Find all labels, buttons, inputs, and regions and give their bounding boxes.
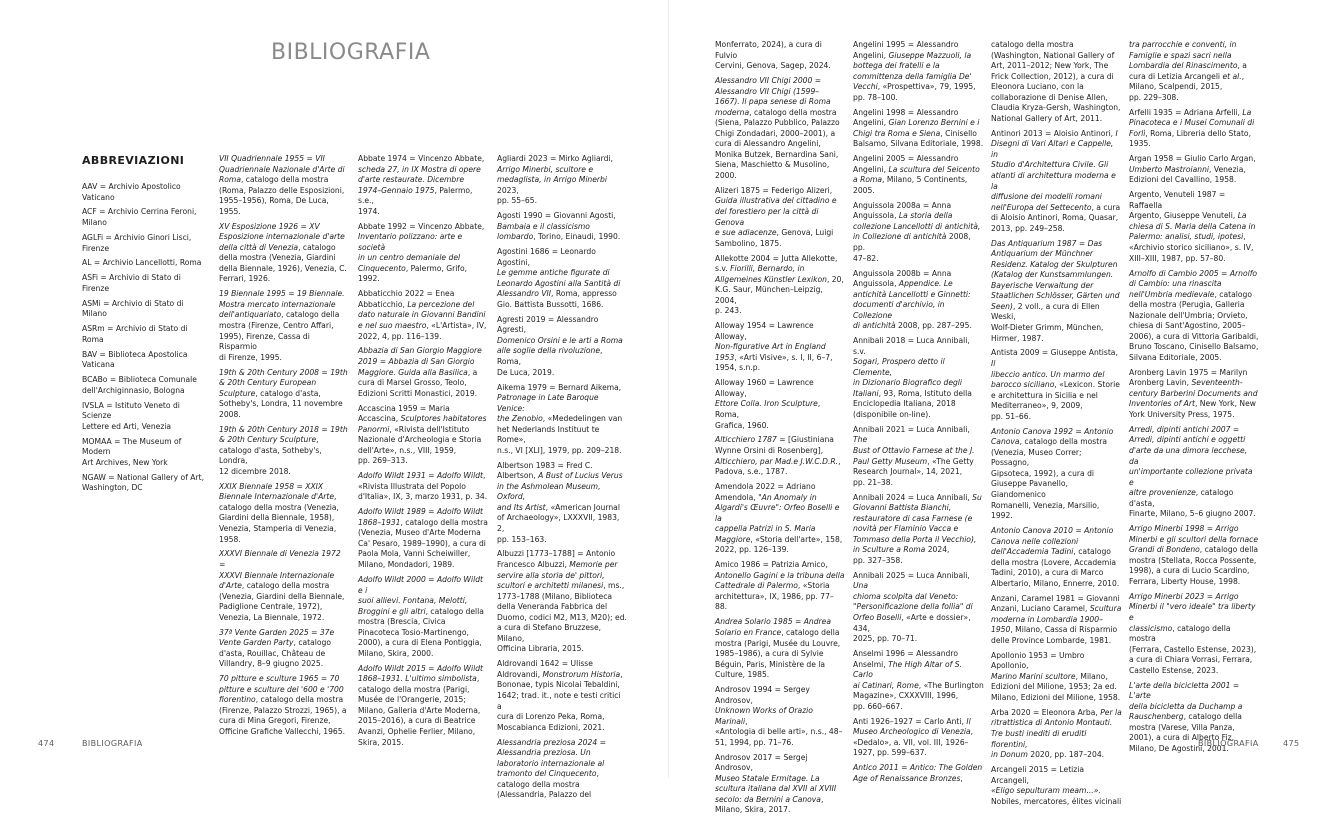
bibliography-entry <box>1129 425 1259 520</box>
bibliography-entry <box>991 348 1122 422</box>
entry-text: Nobiles, mercatores, élites vicinali <box>991 796 1122 806</box>
entry-text: Argento, Venuteli 1987 = Raffaella Argento, Giuseppe Venuteli, <box>1129 190 1236 221</box>
entry-text: , <box>960 773 963 783</box>
bibliography-entry <box>497 315 627 378</box>
bibliography-entry <box>991 239 1122 344</box>
entry-title-italic: Antonio Canova 2010 = Antonio Canova nelle collezioni dell'Accademia Tadini <box>991 526 1114 557</box>
bibliography-entry <box>991 594 1122 647</box>
entry-text: , Palermo, s.e., 1974. <box>358 185 473 216</box>
bibliography-entry <box>1129 154 1259 186</box>
entry-title-italic: Arnolfo di Cambio 2005 = Arnolfo di Cambio: una rinascita nell'Umbria medievale <box>1129 268 1258 299</box>
entry-title-italic: Abbazia di San Giorgio Maggiore 2019 = Abbazia di San Giorgio Maggiore. Guida alla Basilica <box>358 346 482 377</box>
entry-title-italic: Umberto Mastroianni <box>1129 164 1210 174</box>
bibliography-entry <box>853 108 984 150</box>
entry-title-italic: XXIX Biennale 1958 = XXIX Biennale Internazionale d'Arte <box>219 481 335 502</box>
bibliography-entry <box>219 289 349 363</box>
entry-text: Accascina 1959 = Maria Accascina, <box>358 403 450 424</box>
entry-title-italic: Non-figurative Art in England 1953 <box>715 342 826 362</box>
entry-text: , Milano, Edizioni del Milione, 1953; 2a ed. Milano, Edizioni del Milione, 1958. <box>991 671 1121 702</box>
entry-text: Monferrato, 2024), a cura di Fulvio Cervini, Genova, Sagep, 2024. <box>715 40 831 71</box>
entry-text: Alizeri 1875 = Federigo Alizeri, <box>715 185 833 195</box>
abbreviation-item: ASFi = Archivio di Stato di Firenze <box>82 273 181 293</box>
entry-text: 2023, pp. 55–65. <box>497 185 538 206</box>
entry-text: , 93, Roma, Istituto della Enciclopedia Italiana, 2018 (disponibile on-line). <box>853 388 972 419</box>
entry-text: 2008, pp. 287–295. <box>895 321 972 331</box>
entry-title-italic: Su Giovanni Battista Bianchi, restauratore di casa Farnese (e novità per Flaminio Vacca e Tommaso della Porta il Vecchio), in Sculture a Roma <box>853 492 982 555</box>
entry-text: , «The Getty Research Journal», 14, 2021, pp. 21–38. <box>853 456 974 487</box>
entry-text: Agostini 1686 = Leonardo Agostini, <box>497 247 596 267</box>
bibliography-entry <box>991 765 1122 807</box>
entry-text: , catalogo d'asta, Sotheby's, Londra, 11 novembre 2008. <box>219 388 343 419</box>
entry-text: Aronberg Lavin 1975 = Marilyn Aronberg Lavin, <box>1129 367 1248 388</box>
bibliography-entry <box>715 40 845 72</box>
bibliography-entry <box>1129 368 1259 421</box>
entry-title-italic: Ettore Colla. Iron Sculpture <box>715 399 818 409</box>
entry-title-italic: Guida illustrativa del cittadino e del forestiero per la città di Genova e sue adiacenze <box>715 196 837 238</box>
entry-text: , New York, New York University Press, 1975. <box>1129 399 1256 419</box>
abbreviation-item: AAV = Archivio Apostolico Vaticano <box>82 182 181 202</box>
entry-text: Allekotte 2004 = Jutta Allekotte, s.v. <box>715 253 838 274</box>
entry-text: , catalogo della mostra (Varese, Villa Panza, 2001), a cura di Alberto Fiz, Milano, De Agostini, 2001. <box>1129 712 1242 753</box>
entry-title-italic: Arrigo Minerbi 2023 = Arrigo Minerbi il "vero ideale" tra liberty e classicismo <box>1129 591 1256 633</box>
entry-text: Arcangeli 2015 = Letizia Arcangeli, <box>991 765 1085 785</box>
entry-text: , catalogo della mostra (Alessandria, Palazzo del <box>497 769 599 800</box>
entry-text: , catalogo della mostra (Lovere, Accademia Tadini, 2010), a cura di Marco Albertario, Milano, Ennerre, 2010. <box>991 547 1120 588</box>
entry-title-italic: Bambaia e il classicismo lombardo <box>497 221 590 242</box>
entry-text: , Torino, Einaudi, 1990. <box>533 232 621 242</box>
entry-title-italic: Alessandro VII Chigi 2000 = Alessandro VII Chigi (1599– 1667). Il papa senese di Roma moderna <box>715 76 831 117</box>
abbreviation-item: ASMi = Archivio di Stato di Milano <box>82 298 184 319</box>
bibliography-entry <box>715 435 845 477</box>
bibliography-entry <box>219 482 349 545</box>
entry-text: Anzani, Caramel 1981 = Giovanni Anzani, Luciano Caramel, <box>991 593 1120 614</box>
entry-text: , ms., 1773–1788 (Milano, Biblioteca della Veneranda Fabbrica del Duomo, codici M2, M13, M20); ed. a cura di Stefano Bruzzese, Milano, Officina Libraria, 2015. <box>497 581 627 654</box>
bibliography-entry <box>991 129 1122 234</box>
entry-text: , Palermo, Grifo, 1992. <box>358 263 468 284</box>
abbreviation-item: MOMAA = The Museum of Modern Art Archives, New York <box>82 436 182 467</box>
bibliography-column-6 <box>991 40 1122 806</box>
entry-text: Anguissola 2008b = Anna Anguissola, <box>853 268 952 289</box>
entry-text: Angelini 2005 = Alessandro Angelini, <box>853 154 959 174</box>
entry-text: Anselmi 1996 = Alessandro Anselmi, <box>853 649 958 669</box>
bibliography-entry <box>991 651 1122 704</box>
entry-title-italic: Das Antiquarium 1987 = Das Antiquarium der Münchner Residenz. Katalog der Skulpturen (Katalog der Kunstsammlungen. Bayerische Verwaltung der Staatlichen Schlösser, Gärten und Seen) <box>991 238 1120 311</box>
entry-title-italic: 19th & 20th Century 2008 = 19th & 20th Century European Sculpture <box>219 367 348 398</box>
entry-title-italic: La chiesa di S. Maria della Catena in Palermo: analisi, studi, ipotesi <box>1129 211 1256 242</box>
entry-text: , «Arti Visive», s. I, II, 6–7, 1954, s.n.p. <box>715 352 833 373</box>
entry-title-italic: A Bust of Lucius Verus in the Ashmolean Museum, Oxford, and Its Artist <box>497 471 623 512</box>
entry-text: Agresti 2019 = Alessandro Agresti, <box>497 314 599 335</box>
entry-text: Anguissola 2008a = Anna Anguissola, <box>853 200 952 221</box>
entry-text: Angelini 1995 = Alessandro Angelini, <box>853 40 959 60</box>
bibliography-entry <box>219 628 349 670</box>
bibliography-entry <box>715 378 845 431</box>
entry-title-italic: Marino Marini scultore <box>991 671 1076 681</box>
entry-title-italic: Sculptores habitatores Panormi <box>358 414 487 434</box>
entry-text: , catalogo della mostra (Venezia, Museo d'Arte Moderna Ca' Pesaro, 1989–1990), a cura di Paola Mola, Vanni Scheiwiller, Milano, Mondadori, 1989. <box>358 517 488 570</box>
entry-text: = [Giustiniana Wynne Orsini di Rosenberg], <box>715 435 834 456</box>
entry-title-italic: La Pinacoteca e i Musei Comunali di Forlì <box>1129 107 1255 138</box>
bibliography-entry <box>358 664 489 748</box>
bibliography-entry <box>991 40 1122 124</box>
entry-text: , catalogo della mostra (Roma, Palazzo delle Esposizioni, 1955–1956), Roma, De Luca, 1955. <box>219 175 345 216</box>
entry-text: , catalogo della mostra (Perugia, Galleria Nazionale dell'Umbria; Orvieto, chiesa di Sant'Agostino, 2005– 2006), a cura di Vittoria Garibaldi, Bruno Toscano, Cinisello Balsamo, Silvana Editoriale, 2005. <box>1129 289 1259 362</box>
entry-text: , Milano, 5 Continents, 2005. <box>853 175 968 195</box>
entry-title-italic: XV Esposizione 1926 = XV Esposizione internazionale d'arte della città di Venezia <box>219 221 345 252</box>
bibliography-column-2 <box>358 154 489 747</box>
entry-text: 2008, pp. 47–82. <box>853 232 971 263</box>
entry-title-italic: La storia della collezione Lancellotti di antichità, in Collezione di antichità <box>853 211 981 242</box>
bibliography-entry <box>497 211 627 243</box>
entry-text: , a cura di Marsel Grosso, Teolo, Edizioni Scritti Monastici, 2019. <box>358 367 478 398</box>
entry-text: , «Dedalo», a. VII, vol. III, 1926– 1927, pp. 599–637. <box>853 727 974 758</box>
entry-text: Albertson 1983 = Fred C. Albertson, <box>497 460 593 481</box>
entry-title-italic: «Eligo sepulturam meam...». <box>991 786 1101 796</box>
bibliography-entry <box>715 76 845 181</box>
entry-text: Androsov 2017 = Sergej Androsov, <box>715 752 808 773</box>
bibliography-entry <box>497 461 627 545</box>
entry-text: , catalogo d'asta, Rouillac, Château de Villandry, 8–9 giugno 2025. <box>219 638 332 669</box>
bibliography-entry <box>219 425 349 478</box>
entry-title-italic: Inventario polizzano: arte e società in un centro demaniale del Cinquecento <box>358 232 463 273</box>
entry-title-italic: 70 pitture e sculture 1965 = 70 pitture e sculture del '600 e '700 fiorentino <box>219 674 344 705</box>
entry-text: Alloway 1954 = Lawrence Alloway, <box>715 321 814 341</box>
entry-title-italic: Seventeenth- century Barberini Documents and Inventories of Art <box>1129 378 1258 409</box>
entry-title-italic: La percezione del dato naturale in Giovanni Bandini e nel suo maestro <box>358 299 486 330</box>
entry-text: 2024, pp. 327–358. <box>853 545 950 565</box>
entry-text: , Milano, Skira, 2017. <box>715 794 824 815</box>
entry-title-italic: Giuseppe Mazzuoli, la bottega dei fratelli e la committenza della famiglia De' Vecchi <box>853 50 972 92</box>
entry-title-italic: Alticchiero 1787 <box>715 435 777 445</box>
bibliography-entry <box>1129 108 1259 150</box>
entry-title-italic: Fiorilli, Bernardo, in Allgemeines Künstler Lexikon <box>715 264 827 284</box>
bibliography-entry <box>991 427 1122 522</box>
entry-text: , catalogo della mostra (Firenze, Palazzo Strozzi, 1965), a cura di Mina Gregori, Firenze, Officine Grafiche Vallecchi, 1965. <box>219 695 347 737</box>
bibliography-entry <box>853 649 984 712</box>
entry-text: Abbate 1974 = Vincenzo Abbate, <box>358 154 485 163</box>
entry-title-italic: Memorie per servire alla storia de' pittori, scultori e architetti milanesi <box>497 560 618 591</box>
entry-title-italic: Le gemme antiche figurate di Leonardo Agostini alla Santità di Alessandro VII <box>497 268 621 299</box>
entry-text: , «Arte e dossier», 434, 2025, pp. 70–71. <box>853 613 971 644</box>
entry-title-italic: Unknown Works of Orazio Marinali <box>715 706 813 726</box>
bibliography-entry <box>1129 190 1259 264</box>
entry-title-italic: Monstrorum Historia <box>542 669 621 679</box>
entry-text: , Milano, Cassa di Risparmio delle Province Lombarde, 1981. <box>991 625 1118 645</box>
entry-text: , Cinisello Balsamo, Silvana Editoriale, 1998. <box>853 128 984 149</box>
bibliography-entry <box>715 685 845 748</box>
entry-text: catalogo della mostra (Washington, National Gallery of Art, 2011–2012; New York, The Frick Collection, 2012), a cura di Eleonora Luciano, con la collaborazione di Denise Allen, Claudia Kryza-Gersh, Washington, National Gallery of Art, 2011. <box>991 40 1121 123</box>
entry-title-italic: VII Quadriennale 1955 = VII Quadriennale Nazionale d'Arte di Roma <box>219 154 345 185</box>
entry-text: Aldrovandi 1642 = Ulisse Aldrovandi, <box>497 659 593 679</box>
entry-text: , catalogo della mostra (Venezia, Museo Correr; Possagno, Gipsoteca, 1992), a cura di Giuseppe Pavanello, Giandomenico Romanelli, Venezia, Marsilio, 1992. <box>991 437 1108 521</box>
entry-title-italic: Alticchiero, par Mad.e J.W.C.D.R. <box>715 456 839 466</box>
entry-text: Amendola 2022 = Adriano Amendola, <box>715 482 816 502</box>
bibliography-entry <box>715 321 845 374</box>
bibliography-entry <box>853 493 984 567</box>
entry-title-italic: Patronage in Late Baroque Venice: the Zenobio <box>497 393 599 424</box>
entry-title-italic: 37ª Vente Garden 2025 = 37e Vente Garden Party <box>219 627 335 648</box>
entry-text: , catalogo d'asta, Finarte, Milano, 5–6 giugno 2007. <box>1129 488 1256 519</box>
bibliography-entry <box>853 201 984 264</box>
abbreviation-item: NGAW = National Gallery of Art, Washington, DC <box>82 472 205 493</box>
entry-text: , «Storia architettura», IX, 1986, pp. 77–88. <box>715 581 834 612</box>
abbreviation-item: ASRm = Archivio di Stato di Roma <box>82 324 188 344</box>
entry-title-italic: Sogari, Prospero detto il Clemente, in Dizionario Biografico degli Italiani <box>853 357 963 398</box>
entry-text: Annibali 2025 = Luca Annibali, <box>853 570 970 580</box>
entry-text: , catalogo della mostra (Venezia, Giardini della Biennale, 1958), Venezia, Stamperia di Venezia, 1958. <box>219 492 339 544</box>
entry-title-italic: tra parrocchie e conventi, in Famiglie e spazi sacri nella Lombardia del Rinascimento <box>1129 40 1238 71</box>
bibliography-entry <box>497 383 627 457</box>
entry-text: 2020, pp. 187–204. <box>1027 750 1105 760</box>
entry-title-italic: L'arte della bicicletta 2001 = L'arte della bicicletta da Duchamp a Rauschenberg <box>1129 680 1243 722</box>
bibliography-entry <box>358 222 489 285</box>
bibliography-entry <box>219 549 349 623</box>
entry-text: , Roma, appresso Gio. Battista Bussotti, 1686. <box>497 289 617 309</box>
entry-text: , Roma, Grafica, 1960. <box>715 399 821 430</box>
entry-text: , «Rivista Illustrata del Popolo d'Italia», IX, 3, marzo 1931, p. 34. <box>358 471 488 502</box>
bibliography-entry <box>715 560 845 613</box>
entry-text: , Milano, Scalpendi, 2015, pp. 229–308. <box>1129 71 1245 102</box>
entry-text: , 20, K.G. Saur, München–Leipzig, 2004, p. 243. <box>715 274 844 316</box>
entry-title-italic: Adolfo Wildt 2015 = Adolfo Wildt 1868–1931. L'ultimo simbolista <box>358 663 483 684</box>
entry-text: , catalogo della mostra (Venezia, Giardini della Biennale, Padiglione Centrale, 1972), Venezia, La Biennale, 1972. <box>219 581 345 622</box>
bibliography-entry <box>853 717 984 759</box>
entry-title-italic: Il libeccio antico. Un marmo del barocco siciliano <box>991 359 1105 390</box>
entry-text: , catalogo della mostra (Siena, Palazzo Pubblico, Palazzo Chigi Zondadari, 2000–2001), a cura di Alessandro Angelini, Monika Butzek, Bernardina Sani, Siena, Maschietto & Musolino, 2000. <box>715 107 840 180</box>
bibliography-entry <box>853 336 984 420</box>
entry-text: , a cura di Letizia Arcangeli <box>1129 61 1247 81</box>
bibliography-entry <box>853 269 984 332</box>
entry-title-italic: Gian Lorenzo Bernini e i Chigi tra Roma e Siena <box>853 118 980 138</box>
entry-text: Antinori 2013 = Aloisio Antinori, <box>991 128 1116 138</box>
entry-text: , catalogo della mostra (Stellata, Rocca Possente, 1998), a cura di Lucio Scardino, Ferrara, Liberty House, 1998. <box>1129 545 1259 586</box>
bibliography-entry <box>219 222 349 285</box>
entry-text: Apollonio 1953 = Umbro Apollonio, <box>991 650 1085 671</box>
entry-text: Annibali 2021 = Luca Annibali, <box>853 424 970 434</box>
left-page <box>0 0 668 800</box>
bibliography-column-5 <box>853 40 984 783</box>
bibliography-entry <box>853 40 984 103</box>
entry-title-italic: et al. <box>1222 71 1242 81</box>
entry-text: , 2 voll., a cura di Ellen Weski, Wolf-Dieter Grimm, München, Hirmer, 1987. <box>991 301 1104 343</box>
entry-text: Abbate 1992 = Vincenzo Abbate, <box>358 221 485 231</box>
bibliography-column-3 <box>497 154 627 800</box>
entry-text: Annibali 2018 = Luca Annibali, s.v. <box>853 336 970 356</box>
entry-title-italic: Museo Statale Ermitage. La scultura italiana dal XVII al XVIII secolo: da Bernini a Canova <box>715 773 837 804</box>
entry-text: , «Antologia di belle arti», n.s., 48– 51, 1994, pp. 71–76. <box>715 716 843 747</box>
entry-text: , «Mededelingen van het Nederlands Instituut te Rome», n.s., VI [XLI], 1979, pp. 209–218. <box>497 414 623 455</box>
entry-title-italic: I Disegni di Vari Altari e Cappelle, in Studio d'Architettura Civile. Gli atlanti di architettura moderna e la diffusione dei modelli romani nell'Europa del Settecento <box>991 128 1118 212</box>
entry-text: Amico 1986 = Patrizia Amico, <box>715 560 828 570</box>
entry-text: , catalogo della mostra (Parigi, Musée de l'Orangerie, 2015; Milano, Galleria d'Arte Moderna, 2015–2016), a cura di Beatrice Avanzi, Ophelie Ferlier, Milano, Skira, 2015. <box>358 674 481 747</box>
abbreviation-item: BCABo = Biblioteca Comunale dell'Archiginnasio, Bologna <box>82 375 197 395</box>
entry-title-italic: La scultura del Seicento a Roma <box>853 164 980 185</box>
entry-text: Arba 2020 = Eleonora Arba, <box>991 707 1101 717</box>
abbreviations-list <box>82 182 210 722</box>
entry-title-italic: Arredi, dipinti antichi 2007 = Arredi, dipinti antichi e oggetti d'arte da una dimora lecchese, da un'importante collezione privata e altre provenienze <box>1129 424 1253 498</box>
bibliography-entry <box>853 763 984 784</box>
bibliography-entry <box>219 674 349 737</box>
entry-title-italic: The Bust of Ottavio Farnese at the J. Paul Getty Museum <box>853 435 975 466</box>
bibliography-entry <box>358 289 489 342</box>
bibliography-entry <box>219 368 349 421</box>
entry-title-italic: Appendice. Le antichità Lancellotti e Ginnetti: documenti d'archivio, in Collezione di antichità <box>853 279 971 331</box>
page-title: BIBLIOGRAFIA <box>271 40 431 65</box>
bibliography-entry <box>715 186 845 249</box>
entry-text: , «L'Artista», IV, 2022, 4, pp. 116–139. <box>358 320 487 341</box>
bibliography-entry <box>358 471 489 503</box>
bibliography-entry <box>497 659 627 733</box>
entry-text: , catalogo della mostra (Parigi, Musée du Louvre, 1985–1986), a cura di Sylvie Béguin, Paris, Ministère de la Culture, 1985. <box>715 627 841 680</box>
entry-title-italic: Antonio Canova 1992 = Antonio Canova <box>991 426 1114 447</box>
page-number-left: 474 <box>38 739 55 748</box>
bibliography-column-4 <box>715 40 845 815</box>
abbreviation-item: ACF = Archivio Cerrina Feroni, Milano <box>82 207 197 228</box>
entry-title-italic: Una chioma scolpita dal Veneto: "Personificazione della follia" di Orfeo Boselli <box>853 581 973 623</box>
right-page <box>669 0 1337 815</box>
entry-text: , catalogo della mostra (Firenze, Centro Affari, 1995), Firenze, Cassa di Risparmio di Firenze, 1995. <box>219 310 340 362</box>
abbreviation-item: AGLFi = Archivio Ginori Lisci, Firenze <box>82 232 192 253</box>
bibliography-entry <box>219 154 349 217</box>
bibliography-entry <box>497 154 627 207</box>
entry-text: Antista 2009 = Giuseppe Antista, <box>991 348 1118 358</box>
entry-text: Arfelli 1935 = Adriana Arfelli, <box>1129 107 1243 117</box>
entry-title-italic: 19 Biennale 1995 = 19 Biennale. Mostra mercato internazionale dell'antiquariato <box>219 289 345 320</box>
entry-title-italic: Andrea Solario 1985 = Andrea Solario en France <box>715 617 832 637</box>
entry-title-italic: Antico 2011 = Antico: The Golden Age of Renaissance Bronzes <box>853 763 983 783</box>
bibliography-entry <box>497 247 627 310</box>
bibliography-entry <box>1129 592 1259 676</box>
bibliography-entry <box>358 404 489 467</box>
entry-text: , a cura di Aloisio Antinori, Roma, Quasar, 2013, pp. 249–258. <box>991 202 1121 233</box>
entry-title-italic: Il Museo Archeologico di Venezia <box>853 716 971 737</box>
entry-title-italic: The High Altar of S. Carlo ai Catinari, Rome <box>853 659 962 690</box>
entry-text: Abbaticchio 2022 = Enea Abbaticchio, <box>358 289 455 309</box>
entry-text: Annibali 2024 = Luca Annibali, <box>853 492 973 502</box>
entry-text: , Bononae, typis Nicolai Tebaldini, 1642; trad. it., note e testi critici a cura di Lorenzo Peka, Roma, Moscabianca Edizioni, 2021. <box>497 669 623 732</box>
entry-title-italic: "An Anomaly in Algardi's Œuvre": Orfeo Boselli e la cappella Patrizi in S. Maria Maggiore <box>715 492 840 544</box>
entry-text: , «Archivio storico siciliano», s. IV, XIII–XIII, 1987, pp. 57–80. <box>1129 232 1254 263</box>
bibliography-column-1 <box>219 154 349 737</box>
entry-title-italic: Domenico Orsini e le arti a Roma alle soglie della rivoluzione <box>497 335 623 356</box>
entry-text: Anti 1926–1927 = Carlo Anti, <box>853 716 967 726</box>
bibliography-entry <box>358 154 489 217</box>
bibliography-entry <box>358 575 489 659</box>
entry-text: , Genova, Luigi Sambolino, 1875. <box>715 228 834 248</box>
entry-text: , catalogo della mostra (Venezia, Giardini della Biennale, 1926), Venezia, C. Ferrari, 1926. <box>219 242 347 284</box>
entry-title-italic: Adolfo Wildt 1931 = Adolfo Wildt <box>358 471 483 481</box>
entry-title-italic: Per la ritrattistica di Antonio Montauti. Tre busti inediti di eruditi fiorentini, in Donum <box>991 707 1122 760</box>
bibliography-entry <box>497 549 627 654</box>
bibliography-entry <box>715 482 845 556</box>
bibliography-entry <box>991 526 1122 589</box>
bibliography-entry <box>715 617 845 680</box>
entry-text: , «Lexicon. Storie e architettura in Sicilia e nel Mediterraneo», 9, 2009, pp. 51–66. <box>991 380 1120 421</box>
entry-title-italic: XXXVI Biennale di Venezia 1972 = XXXVI Biennale Internazionale d'Arte <box>219 549 341 591</box>
running-title-left: BIBLIOGRAFIA <box>82 739 143 748</box>
bibliography-entry <box>853 154 984 196</box>
entry-title-italic: Alessandria preziosa 2024 = Alessandria preziosa. Un laboratorio internazionale al tramonto del Cinquecento <box>497 737 606 779</box>
entry-text: Agosti 1990 = Giovanni Agosti, <box>497 211 616 221</box>
entry-text: , «American Journal of Archaeology», LXXXVII, 1983, 2, pp. 153–163. <box>497 502 620 544</box>
entry-text: , catalogo della mostra (Brescia, Civica Pinacoteca Tosio-Martinengo, 2000), a cura di Elena Pontiggia, Milano, Skira, 2000. <box>358 606 484 658</box>
bibliography-entry <box>853 425 984 488</box>
entry-title-italic: Arrigo Minerbi 1998 = Arrigo Minerbi e gli scultori della fornace Grandi di Bondeno <box>1129 524 1259 555</box>
bibliography-entry <box>1129 524 1259 587</box>
abbreviations-heading: ABBREVIAZIONI <box>82 154 185 167</box>
entry-text: , Venezia, Edizioni del Cavallino, 1958. <box>1129 164 1246 185</box>
bibliography-entry <box>991 708 1122 761</box>
entry-text: Albuzzi [1773–1788] = Antonio Francesco Albuzzi, <box>497 549 616 570</box>
bibliography-entry <box>1129 269 1259 364</box>
bibliography-entry <box>715 254 845 317</box>
entry-title-italic: Antonello Gagini e la tribuna della Cattedrale di Palermo <box>715 570 845 591</box>
bibliography-entry <box>853 571 984 645</box>
entry-text: , «Prospettiva», 79, 1995, pp. 78–100. <box>853 82 976 102</box>
entry-text: , catalogo d'asta, Sotheby's, Londra, 12 dicembre 2018. <box>219 435 322 476</box>
entry-title-italic: Adolfo Wildt 2000 = Adolfo Wildt e i suoi allievi. Fontana, Melotti, Broggini e gli altri <box>358 574 483 616</box>
bibliography-entry <box>715 753 845 816</box>
entry-text: , Padova, s.e., 1787. <box>715 456 841 477</box>
entry-text: , catalogo della mostra (Ferrara, Castello Estense, 2023), a cura di Chiara Vorrasi, Ferrara, Castello Estense, 2023. <box>1129 623 1257 675</box>
abbreviation-item: IVSLA = Istituto Veneto di Scienze Lettere ed Arti, Venezia <box>82 400 180 431</box>
entry-text: Androsov 1994 = Sergey Androsov, <box>715 685 810 705</box>
abbreviation-item: AL = Archivio Lancellotti, Roma <box>82 258 202 268</box>
entry-text: , Roma, De Luca, 2019. <box>497 346 603 377</box>
entry-title-italic: Adolfo Wildt 1989 = Adolfo Wildt 1868–1931 <box>358 507 483 527</box>
entry-title-italic: 19th & 20th Century 2018 = 19th & 20th Century Sculpture <box>219 424 348 445</box>
bibliography-entry <box>358 346 489 399</box>
running-title-right: BIBLIOGRAFIA <box>1198 739 1259 748</box>
entry-text: Aikema 1979 = Bernard Aikema, <box>497 382 622 392</box>
entry-text: , Roma, Libreria dello Stato, 1935. <box>1129 128 1251 149</box>
entry-text: Agliardi 2023 = Mirko Agliardi, <box>497 154 613 163</box>
bibliography-entry <box>497 738 627 801</box>
bibliography-entry <box>1129 40 1259 103</box>
entry-text: , «Storia dell'arte», 158, 2022, pp. 126–139. <box>715 534 843 555</box>
page-number-right: 475 <box>1283 739 1300 748</box>
entry-text: Argan 1958 = Giulio Carlo Argan, <box>1129 154 1256 164</box>
entry-title-italic: Scultura moderna in Lombardia 1900– 1950 <box>991 604 1122 635</box>
entry-title-italic: scheda 27, in IX Mostra di opere d'arte restaurate. Dicembre 1974–Gennaio 1975 <box>358 164 481 195</box>
abbreviation-item: BAV = Biblioteca Apostolica Vaticana <box>82 349 188 370</box>
bibliography-entry <box>358 507 489 570</box>
entry-text: Angelini 1998 = Alessandro Angelini, <box>853 107 959 128</box>
entry-text: , «Rivista dell'Istituto Nazionale d'Archeologia e Storia dell'Arte», n.s., VIII, 1959, pp. 269–313. <box>358 424 482 466</box>
entry-title-italic: Arrigo Minerbi, scultore e medaglista, in Arrigo Minerbi <box>497 164 607 185</box>
entry-text: , «The Burlington Magazine», CXXXVIII, 1996, pp. 660–667. <box>853 680 984 711</box>
entry-text: Alloway 1960 = Lawrence Alloway, <box>715 378 814 398</box>
